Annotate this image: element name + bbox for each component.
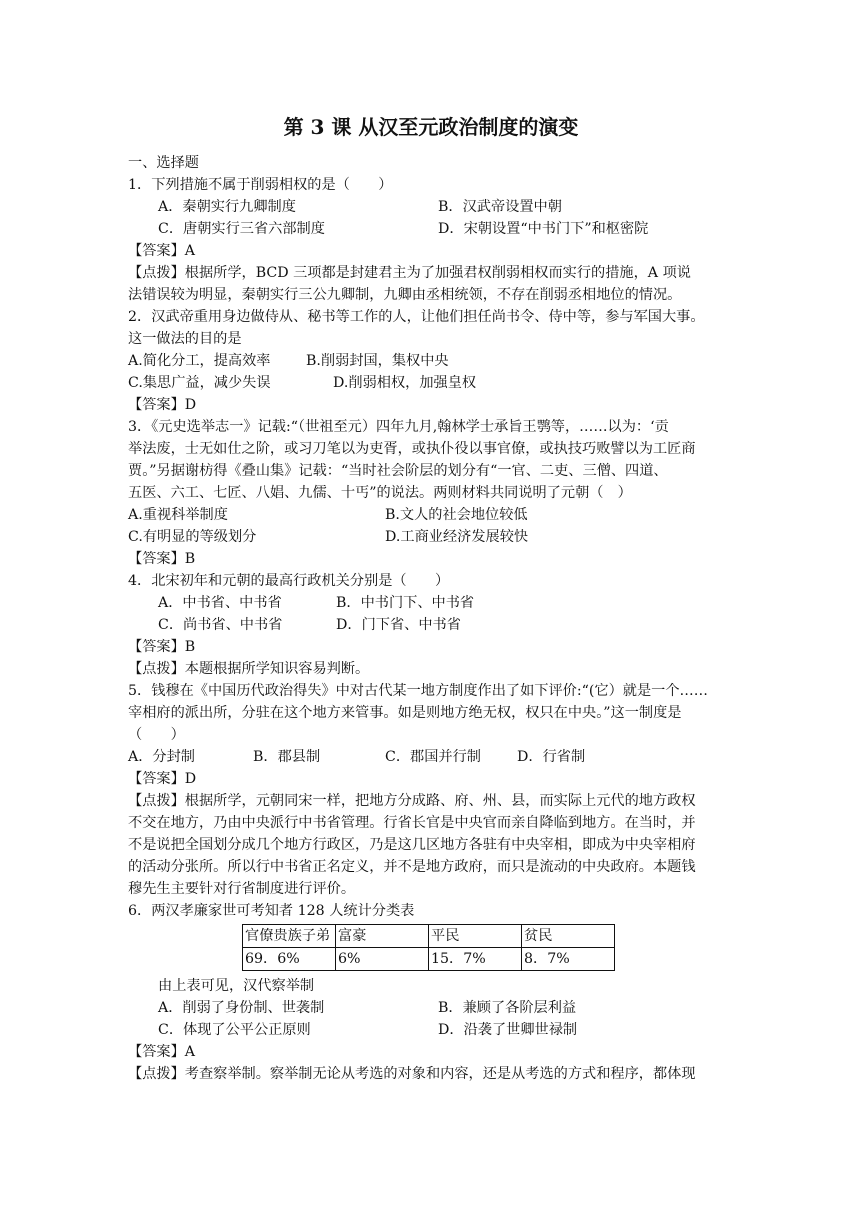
question-5-tip-line-4: 的活动分张所。所以行中书省正名定义，并不是地方政府，而只是流动的中央政府。本题钱 [128, 859, 696, 875]
question-5-stem-line-3: （ ） [128, 727, 185, 743]
question-6-options-2 [128, 1019, 734, 1041]
option-a: A．削弱了身份制、世袭制 [158, 1000, 325, 1016]
option-d: D．沿袭了世卿世禄制 [438, 1022, 578, 1038]
option-d: D.工商业经济发展较快 [385, 529, 529, 545]
question-4-options [128, 592, 734, 614]
option-b: B．兼顾了各阶层利益 [438, 1000, 577, 1016]
question-2-options [128, 350, 734, 372]
document-page [128, 112, 734, 1085]
question-6-options [128, 997, 734, 1019]
question-1-stem: 1．下列措施不属于削弱相权的是（ ） [128, 177, 393, 193]
table-cell: 69．6% [243, 948, 336, 971]
table-cell: 6% [336, 948, 429, 971]
option-b: B．郡县制 [253, 749, 321, 765]
option-d: D．行省制 [517, 749, 586, 765]
question-3-options-2 [128, 526, 734, 548]
question-1-tip-line-2: 法错误较为明显，秦朝实行三公九卿制，九卿由丞相统领，不存在削弱丞相地位的情况。 [128, 287, 682, 303]
question-5-stem-line-2: 宰相府的派出所，分驻在这个地方来管事。如是则地方绝无权，权只在中央。”这一制度是 [128, 705, 682, 721]
question-5-tip-line-1: 【点拨】根据所学，元朝同宋一样，把地方分成路、府、州、县，而实际上元代的地方政权 [128, 793, 696, 809]
question-5-options [128, 746, 734, 768]
option-a: A．中书省、中书省 [158, 595, 282, 611]
question-2-stem-line-1: 2．汉武帝重用身边做侍从、秘书等工作的人，让他们担任尚书令、侍中等，参与军国大事。 [128, 309, 705, 325]
section-heading: 一、选择题 [128, 155, 199, 171]
question-6-answer: 【答案】A [128, 1044, 195, 1060]
question-2-stem-line-2: 这一做法的目的是 [128, 331, 242, 347]
option-b: B.削弱封国，集权中央 [306, 353, 449, 369]
question-5-tip-line-3: 不是说把全国划分成几个地方行政区，乃是这几区地方各驻有中央宰相，即成为中央宰相府 [128, 837, 696, 853]
table-header-cell: 平民 [429, 925, 522, 948]
question-5-stem-line-1: 5．钱穆在《中国历代政治得失》中对古代某一地方制度作出了如下评价:“(它）就是一个…… [128, 683, 708, 699]
question-1-options [128, 196, 734, 218]
question-5-tip-line-2: 不交在地方，乃由中央派行中书省管理。行省长官是中央官而亲自降临到地方。在当时，并 [128, 815, 696, 831]
table-cell: 8．7% [522, 948, 615, 971]
option-b: B．汉武帝设置中朝 [438, 199, 562, 215]
option-d: D．门下省、中书省 [336, 617, 461, 633]
table-row [243, 948, 615, 971]
option-c: C．尚书省、中书省 [158, 617, 283, 633]
option-c: C．郡国并行制 [385, 749, 481, 765]
question-6-lead: 由上表可见，汉代察举制 [158, 978, 315, 994]
question-4-answer: 【答案】B [128, 639, 196, 655]
option-b: B．中书门下、中书省 [336, 595, 475, 611]
option-c: C.集思广益，减少失误 [128, 375, 271, 391]
table-header-cell: 官僚贵族子弟 [243, 925, 336, 948]
question-3-stem-line-3: 贾。”另据谢枋得《叠山集》记载：“当时社会阶层的划分有“一官、二吏、三僧、四道、 [128, 463, 668, 479]
question-1-answer: 【答案】A [128, 243, 195, 259]
question-6-stem: 6．两汉孝廉家世可考知者 128 人统计分类表 [128, 903, 415, 919]
table-cell: 15．7% [429, 948, 522, 971]
question-5-answer: 【答案】D [128, 771, 197, 787]
question-3-stem-line-1: 3．《元史选举志一》记载:“（世祖至元）四年九月,翰林学士承旨王鹗等，……以为：‘贡 [128, 419, 669, 435]
option-a: A．秦朝实行九卿制度 [158, 199, 296, 215]
page-title: 第 3 课 从汉至元政治制度的演变 [283, 115, 579, 139]
option-a: A．分封制 [128, 749, 195, 765]
question-2-answer: 【答案】D [128, 397, 197, 413]
question-3-stem-line-4: 五医、六工、七匠、八娼、九儒、十丐”的说法。两则材料共同说明了元朝（ ） [128, 485, 632, 501]
table-header-row [243, 925, 615, 948]
option-a: A.重视科举制度 [128, 507, 228, 523]
option-d: D．宋朝设置“中书门下”和枢密院 [438, 221, 649, 237]
option-c: C.有明显的等级划分 [128, 529, 257, 545]
option-a: A.简化分工，提高效率 [128, 353, 271, 369]
question-4-stem: 4．北宋初年和元朝的最高行政机关分别是（ ） [128, 573, 450, 589]
question-1-options-2 [128, 218, 734, 240]
question-3-answer: 【答案】B [128, 551, 196, 567]
option-c: C．体现了公平公正原则 [158, 1022, 311, 1038]
question-2-options-2 [128, 372, 734, 394]
question-4-options-2 [128, 614, 734, 636]
statistics-table [242, 924, 615, 971]
question-5-tip-line-5: 穆先生主要针对行省制度进行评价。 [128, 881, 356, 897]
option-c: C．唐朝实行三省六部制度 [158, 221, 325, 237]
option-d: D.削弱相权，加强皇权 [333, 375, 477, 391]
question-4-tip: 【点拨】本题根据所学知识容易判断。 [128, 661, 370, 677]
question-3-stem-line-2: 举法废，士无如仕之阶，或习刀笔以为吏胥，或执仆役以事官僚，或执技巧败譬以为工匠商 [128, 441, 696, 457]
option-b: B.文人的社会地位较低 [385, 507, 528, 523]
question-1-tip-line-1: 【点拨】根据所学，BCD 三项都是封建君主为了加强君权削弱相权而实行的措施，A 项说 [128, 265, 691, 281]
table-header-cell: 富豪 [336, 925, 429, 948]
question-6-tip: 【点拨】考查察举制。察举制无论从考选的对象和内容，还是从考选的方式和程序，都体现 [128, 1066, 696, 1082]
table-header-cell: 贫民 [522, 925, 615, 948]
question-3-options [128, 504, 734, 526]
